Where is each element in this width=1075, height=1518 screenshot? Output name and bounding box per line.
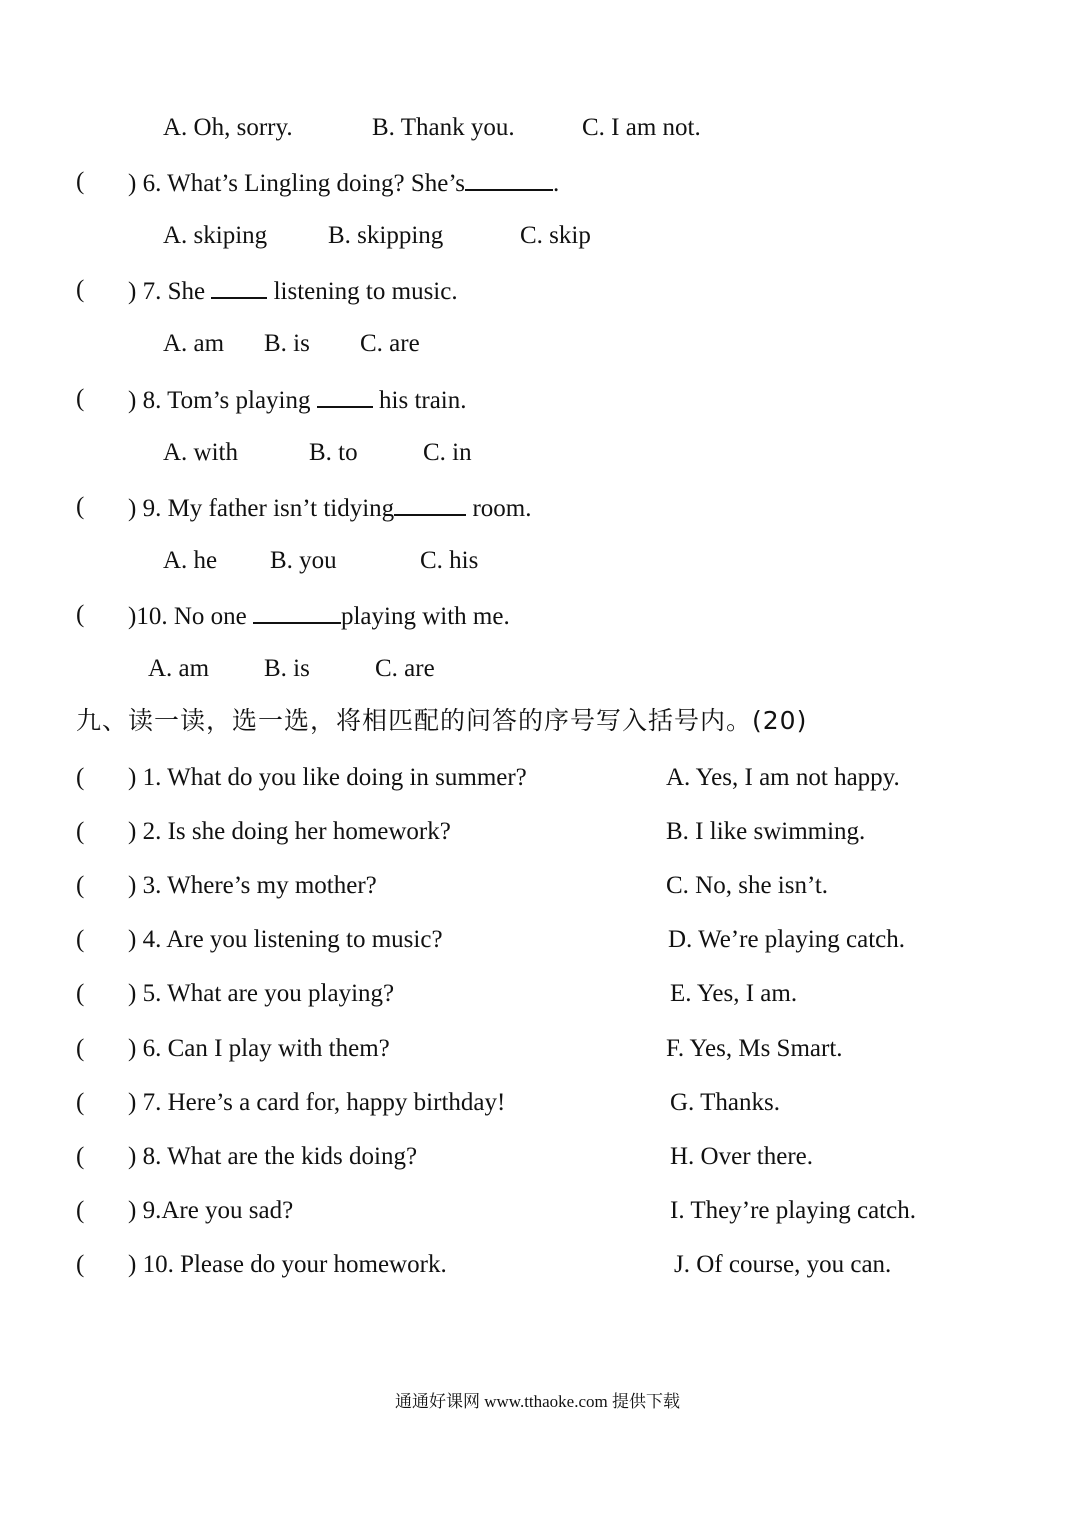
q6-option-b: B. skipping <box>328 222 444 249</box>
q6-stem-pre: ) 6. What’s Lingling doing? She’s <box>128 170 466 197</box>
q5-option-c: C. I am not. <box>582 114 701 141</box>
match-answer: G. Thanks. <box>670 1089 780 1116</box>
match-answer-paren[interactable]: ( <box>76 980 85 1007</box>
q9-stem-post: room. <box>466 495 532 522</box>
match-answer-paren[interactable]: ( <box>76 818 85 845</box>
q6-blank[interactable] <box>465 167 553 191</box>
q8-blank[interactable] <box>317 384 373 408</box>
q10-stem-post: playing with me. <box>340 603 510 630</box>
q6-stem-post: . <box>553 170 560 197</box>
match-answer-paren[interactable]: ( <box>76 1251 85 1278</box>
q9-option-c: C. his <box>420 547 479 574</box>
q9-option-a: A. he <box>163 547 218 574</box>
match-question: ) 6. Can I play with them? <box>128 1035 390 1062</box>
match-answer: I. They’re playing catch. <box>670 1197 916 1224</box>
q7-stem-pre: ) 7. She <box>128 278 212 305</box>
match-question: ) 2. Is she doing her homework? <box>128 818 451 845</box>
match-answer-paren[interactable]: ( <box>76 872 85 899</box>
q8-stem <box>128 384 467 416</box>
match-answer-paren[interactable]: ( <box>76 764 85 791</box>
match-question: ) 9.Are you sad? <box>128 1197 294 1224</box>
q8-answer-paren[interactable]: ( <box>76 385 85 412</box>
page-footer: 通通好课网 www.tthaoke.com 提供下载 <box>394 1392 681 1411</box>
match-answer: C. No, she isn’t. <box>666 872 829 899</box>
q8-option-a: A. with <box>163 439 238 466</box>
match-question: ) 4. Are you listening to music? <box>128 926 443 953</box>
match-question: ) 7. Here’s a card for, happy birthday! <box>128 1089 506 1116</box>
match-answer: A. Yes, I am not happy. <box>666 764 900 791</box>
q9-stem <box>128 492 531 524</box>
q6-option-c: C. skip <box>520 222 591 249</box>
match-answer-paren[interactable]: ( <box>76 926 85 953</box>
section-nine-heading: 九、读一读，选一选，将相匹配的问答的序号写入括号内。(20) <box>76 706 808 735</box>
match-answer: H. Over there. <box>670 1143 813 1170</box>
q8-stem-pre: ) 8. Tom’s playing <box>128 387 317 414</box>
match-question: ) 3. Where’s my mother? <box>128 872 377 899</box>
q7-blank[interactable] <box>211 275 267 299</box>
q10-option-b: B. is <box>264 655 310 682</box>
q6-option-a: A. skiping <box>163 222 268 249</box>
q10-option-c: C. are <box>375 655 435 682</box>
q10-stem <box>128 600 510 632</box>
match-question: ) 5. What are you playing? <box>128 980 395 1007</box>
match-answer: B. I like swimming. <box>666 818 866 845</box>
match-answer-paren[interactable]: ( <box>76 1197 85 1224</box>
q10-answer-paren[interactable]: ( <box>76 601 85 628</box>
q7-stem <box>128 275 458 307</box>
match-question: ) 10. Please do your homework. <box>128 1251 447 1278</box>
match-answer: D. We’re playing catch. <box>668 926 906 953</box>
q6-answer-paren[interactable]: ( <box>76 168 85 195</box>
q10-option-a: A. am <box>148 655 210 682</box>
match-question: ) 1. What do you like doing in summer? <box>128 764 527 791</box>
q8-option-c: C. in <box>423 439 472 466</box>
q10-stem-pre: )10. No one <box>128 603 253 630</box>
match-answer: F. Yes, Ms Smart. <box>666 1035 843 1062</box>
q8-option-b: B. to <box>309 439 358 466</box>
q9-answer-paren[interactable]: ( <box>76 493 85 520</box>
q6-stem <box>128 167 559 199</box>
q10-blank[interactable] <box>253 600 341 624</box>
q9-option-b: B. you <box>270 547 337 574</box>
q8-stem-post: his train. <box>372 387 467 414</box>
q7-option-a: A. am <box>163 330 225 357</box>
q7-stem-post: listening to music. <box>267 278 458 305</box>
match-answer-paren[interactable]: ( <box>76 1143 85 1170</box>
q9-blank[interactable] <box>394 492 466 516</box>
q7-option-b: B. is <box>264 330 310 357</box>
match-answer-paren[interactable]: ( <box>76 1089 85 1116</box>
q7-answer-paren[interactable]: ( <box>76 276 85 303</box>
match-answer-paren[interactable]: ( <box>76 1035 85 1062</box>
q5-option-b: B. Thank you. <box>372 114 515 141</box>
match-answer: E. Yes, I am. <box>670 980 798 1007</box>
match-answer: J. Of course, you can. <box>674 1251 892 1278</box>
match-question: ) 8. What are the kids doing? <box>128 1143 418 1170</box>
q7-option-c: C. are <box>360 330 420 357</box>
q5-option-a: A. Oh, sorry. <box>163 114 293 141</box>
q9-stem-pre: ) 9. My father isn’t tidying <box>128 495 395 522</box>
